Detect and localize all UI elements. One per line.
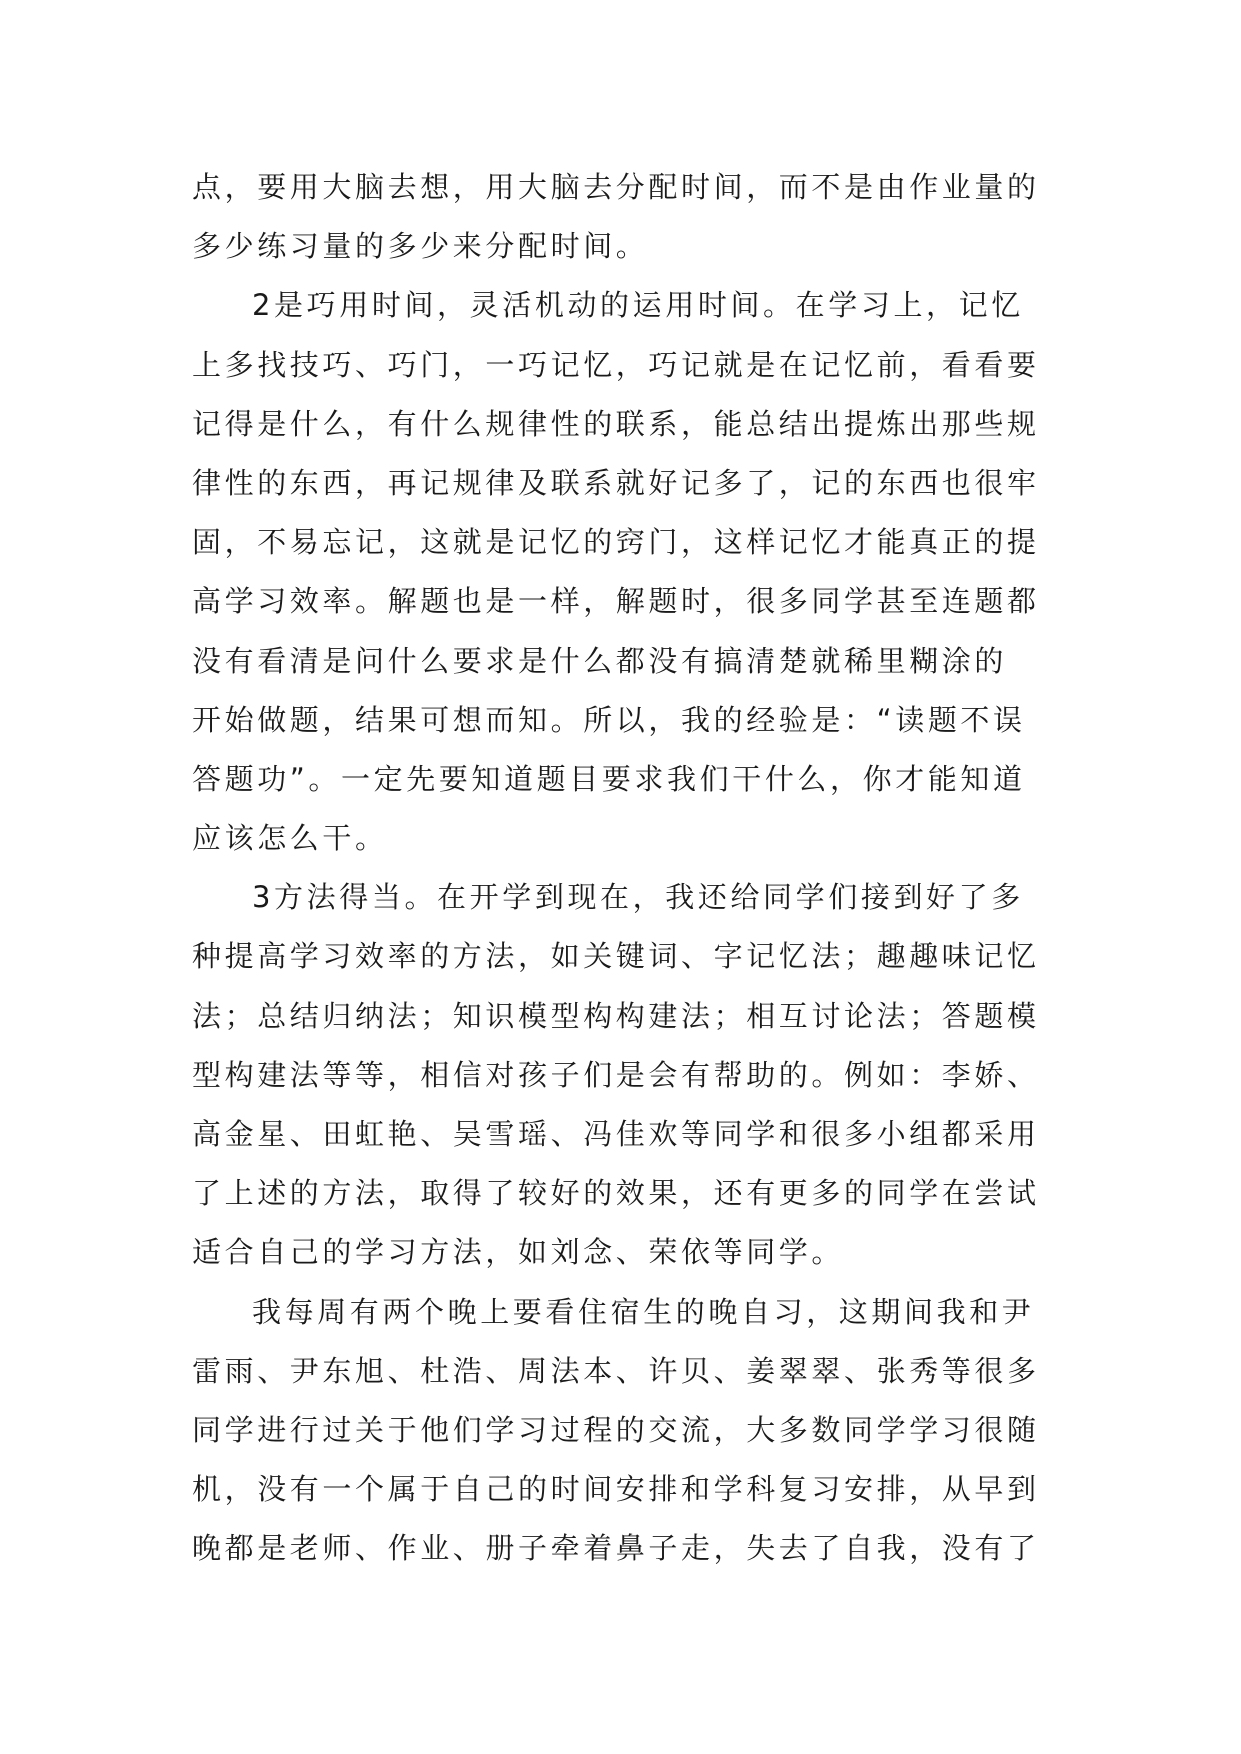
- text-line: 没有看清是问什么要求是什么都没有搞清楚就稀里糊涂的: [192, 643, 1008, 678]
- paragraph-1: [192, 158, 1072, 276]
- text-line: 多少练习量的多少来分配时间。: [192, 229, 649, 264]
- text-line: 2是巧用时间，灵活机动的运用时间。在学习上，记忆: [252, 288, 1024, 323]
- text-line: 律性的东西，再记规律及联系就好记多了，记的东西也很牢: [192, 465, 1040, 500]
- text-line: 机，没有一个属于自己的时间安排和学科复习安排，从早到: [192, 1472, 1040, 1507]
- text-line: 法；总结归纳法；知识模型构构建法；相互讨论法；答题模: [192, 998, 1040, 1033]
- text-line: 雷雨、尹东旭、杜浩、周法本、许贝、姜翠翠、张秀等很多: [192, 1353, 1040, 1388]
- text-line: 种提高学习效率的方法，如关键词、字记忆法；趣趣味记忆: [192, 939, 1040, 974]
- text-line: 型构建法等等，相信对孩子们是会有帮助的。例如：李娇、: [192, 1057, 1040, 1092]
- text-line: 点，要用大脑去想，用大脑去分配时间，而不是由作业量的: [192, 170, 1040, 204]
- text-line: 高金星、田虹艳、吴雪瑶、冯佳欢等同学和很多小组都采用: [192, 1117, 1040, 1151]
- text-line: 高学习效率。解题也是一样，解题时，很多同学甚至连题都: [192, 584, 1040, 619]
- text-line: 应该怎么干。: [192, 821, 388, 856]
- text-line: 晚都是老师、作业、册子牵着鼻子走，失去了自我，没有了: [192, 1531, 1040, 1566]
- text-line: 开始做题，结果可想而知。所以，我的经验是：“读题不误: [192, 702, 1026, 737]
- paragraph-4: [192, 1283, 1072, 1579]
- text-line: 记得是什么，有什么规律性的联系，能总结出提炼出那些规: [192, 406, 1040, 441]
- text-line: 我每周有两个晚上要看住宿生的晚自习，这期间我和尹: [252, 1294, 1035, 1329]
- text-line: 同学进行过关于他们学习过程的交流，大多数同学学习很随: [192, 1412, 1040, 1447]
- text-line: 3方法得当。在开学到现在，我还给同学们接到好了多: [252, 880, 1024, 915]
- text-line: 固，不易忘记，这就是记忆的窍门，这样记忆才能真正的提: [192, 525, 1040, 560]
- text-line: 上多找技巧、巧门，一巧记忆，巧记就是在记忆前，看看要: [192, 347, 1040, 382]
- text-line: 适合自己的学习方法，如刘念、荣依等同学。: [192, 1235, 845, 1270]
- text-line: 了上述的方法，取得了较好的效果，还有更多的同学在尝试: [192, 1176, 1040, 1211]
- paragraph-3: [192, 868, 1072, 1282]
- paragraph-2: [192, 276, 1072, 868]
- document-body: [192, 158, 1072, 1579]
- text-line: 答题功”。一定先要知道题目要求我们干什么，你才能知道: [192, 761, 1026, 796]
